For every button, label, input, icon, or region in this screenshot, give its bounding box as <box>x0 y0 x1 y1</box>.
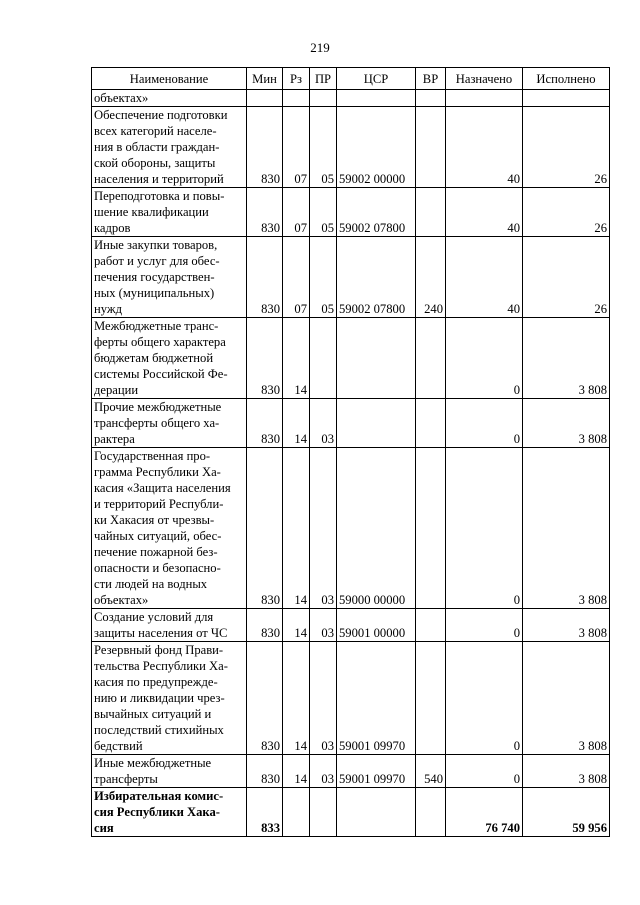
cell-name: Переподготовка и повы- шение квалификации кадров <box>92 188 247 237</box>
cell-rz <box>283 788 310 837</box>
cell-rz: 14 <box>283 399 310 448</box>
cell-pr <box>310 90 337 107</box>
cell-min: 833 <box>247 788 283 837</box>
table-row <box>92 188 610 237</box>
table-row <box>92 609 610 642</box>
cell-vr <box>416 642 446 755</box>
cell-naznacheno: 40 <box>446 188 523 237</box>
cell-vr <box>416 90 446 107</box>
cell-min: 830 <box>247 318 283 399</box>
cell-csr: 59001 09970 <box>337 642 416 755</box>
cell-pr: 05 <box>310 237 337 318</box>
cell-rz: 14 <box>283 642 310 755</box>
cell-csr: 59001 09970 <box>337 755 416 788</box>
cell-vr <box>416 318 446 399</box>
cell-ispolneno: 3 808 <box>523 318 610 399</box>
budget-table <box>91 67 610 837</box>
cell-csr <box>337 318 416 399</box>
cell-pr: 03 <box>310 399 337 448</box>
cell-rz: 07 <box>283 237 310 318</box>
cell-vr: 540 <box>416 755 446 788</box>
cell-ispolneno <box>523 90 610 107</box>
cell-pr <box>310 318 337 399</box>
cell-csr: 59000 00000 <box>337 448 416 609</box>
column-header-vr: ВР <box>416 68 446 90</box>
cell-ispolneno: 3 808 <box>523 399 610 448</box>
cell-min: 830 <box>247 448 283 609</box>
cell-min: 830 <box>247 609 283 642</box>
page-number: 219 <box>310 40 330 55</box>
cell-ispolneno: 26 <box>523 107 610 188</box>
table-header-row <box>92 68 610 90</box>
cell-min: 830 <box>247 188 283 237</box>
table-row <box>92 107 610 188</box>
table-row <box>92 448 610 609</box>
cell-naznacheno <box>446 90 523 107</box>
cell-pr: 03 <box>310 755 337 788</box>
cell-vr <box>416 788 446 837</box>
cell-vr <box>416 188 446 237</box>
cell-rz: 14 <box>283 318 310 399</box>
column-header-min: Мин <box>247 68 283 90</box>
cell-vr <box>416 609 446 642</box>
cell-ispolneno: 26 <box>523 237 610 318</box>
table-row <box>92 788 610 837</box>
cell-name: Иные закупки товаров, работ и услуг для обес- печения государствен- ных (муниципальных) нужд <box>92 237 247 318</box>
cell-naznacheno: 0 <box>446 642 523 755</box>
cell-vr <box>416 448 446 609</box>
table-row <box>92 318 610 399</box>
cell-naznacheno: 0 <box>446 318 523 399</box>
cell-naznacheno: 0 <box>446 755 523 788</box>
column-header-ispolneno: Исполнено <box>523 68 610 90</box>
cell-pr: 03 <box>310 642 337 755</box>
cell-pr: 05 <box>310 188 337 237</box>
cell-name: Межбюджетные транс- ферты общего характера бюджетам бюджетной системы Российской Фе- дерации <box>92 318 247 399</box>
cell-name: Иные межбюджетные трансферты <box>92 755 247 788</box>
cell-rz <box>283 90 310 107</box>
column-header-rz: Рз <box>283 68 310 90</box>
table-row <box>92 237 610 318</box>
cell-csr: 59001 00000 <box>337 609 416 642</box>
column-header-name: Наименование <box>92 68 247 90</box>
cell-rz: 14 <box>283 448 310 609</box>
cell-csr: 59002 07800 <box>337 237 416 318</box>
cell-name: Избирательная комис- сия Республики Хака- сия <box>92 788 247 837</box>
cell-name: Обеспечение подготовки всех категорий населе- ния в области граждан- ской обороны, защиты населения и территорий <box>92 107 247 188</box>
cell-naznacheno: 0 <box>446 448 523 609</box>
column-header-naznacheno: Назначено <box>446 68 523 90</box>
cell-min: 830 <box>247 237 283 318</box>
cell-csr <box>337 788 416 837</box>
cell-csr: 59002 00000 <box>337 107 416 188</box>
cell-name: объектах» <box>92 90 247 107</box>
cell-csr: 59002 07800 <box>337 188 416 237</box>
cell-pr: 03 <box>310 448 337 609</box>
cell-vr: 240 <box>416 237 446 318</box>
cell-min: 830 <box>247 399 283 448</box>
table-row <box>92 755 610 788</box>
cell-min: 830 <box>247 642 283 755</box>
cell-ispolneno: 3 808 <box>523 448 610 609</box>
cell-vr <box>416 399 446 448</box>
cell-csr <box>337 90 416 107</box>
cell-naznacheno: 76 740 <box>446 788 523 837</box>
cell-ispolneno: 26 <box>523 188 610 237</box>
cell-name: Резервный фонд Прави- тельства Республики Ха- касия по предупрежде- нию и ликвидации чрез- вычайных ситуаций и последствий стихийных бедствий <box>92 642 247 755</box>
cell-ispolneno: 3 808 <box>523 642 610 755</box>
column-header-pr: ПР <box>310 68 337 90</box>
cell-pr <box>310 788 337 837</box>
cell-csr <box>337 399 416 448</box>
cell-min <box>247 90 283 107</box>
cell-rz: 14 <box>283 609 310 642</box>
cell-pr: 03 <box>310 609 337 642</box>
cell-min: 830 <box>247 107 283 188</box>
cell-rz: 14 <box>283 755 310 788</box>
cell-naznacheno: 0 <box>446 609 523 642</box>
cell-rz: 07 <box>283 107 310 188</box>
cell-ispolneno: 59 956 <box>523 788 610 837</box>
cell-rz: 07 <box>283 188 310 237</box>
table-row <box>92 642 610 755</box>
cell-vr <box>416 107 446 188</box>
cell-min: 830 <box>247 755 283 788</box>
cell-pr: 05 <box>310 107 337 188</box>
table-row <box>92 90 610 107</box>
table-row <box>92 399 610 448</box>
cell-naznacheno: 40 <box>446 107 523 188</box>
cell-naznacheno: 0 <box>446 399 523 448</box>
cell-ispolneno: 3 808 <box>523 755 610 788</box>
cell-naznacheno: 40 <box>446 237 523 318</box>
cell-ispolneno: 3 808 <box>523 609 610 642</box>
cell-name: Создание условий для защиты населения от ЧС <box>92 609 247 642</box>
table-body <box>92 90 610 837</box>
column-header-csr: ЦСР <box>337 68 416 90</box>
cell-name: Прочие межбюджетные трансферты общего ха- рактера <box>92 399 247 448</box>
cell-name: Государственная про- грамма Республики Ха- касия «Защита населения и территорий Республи- ки Хакасия от чрезвы- чайных ситуаций, обес- печение пожарной без- опасности и безопасно- сти людей на водных объектах» <box>92 448 247 609</box>
